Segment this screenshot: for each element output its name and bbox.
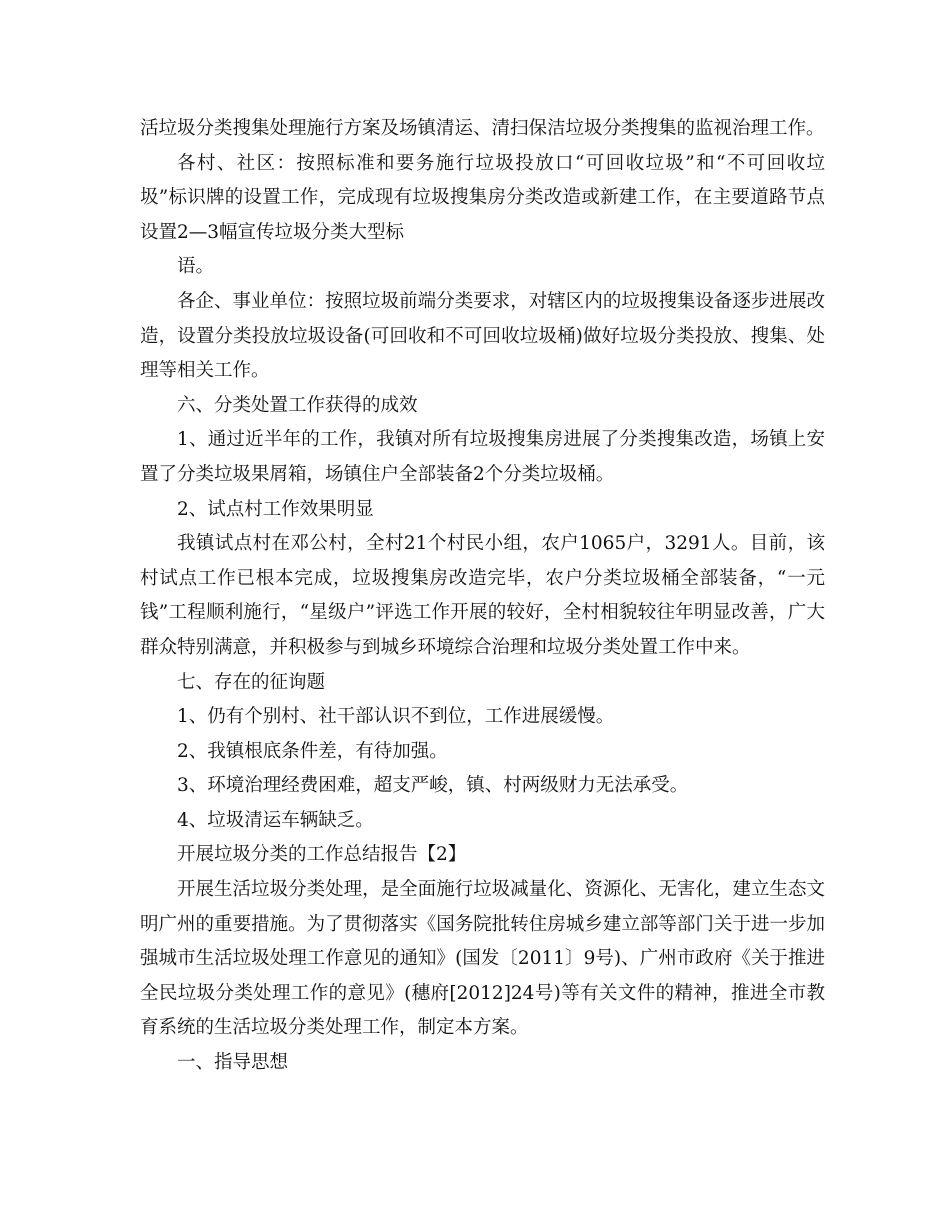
section-heading-guiding-ideology: 一、指导思想 xyxy=(177,1052,289,1074)
list-item-problem-3: 3、环境治理经费困难，超支严峻，镇、村两级财力无法承受。 xyxy=(177,775,689,797)
paragraph-fragment: 语。 xyxy=(177,256,215,278)
document-body xyxy=(140,112,825,1081)
list-item-result-1: 1、通过近半年的工作，我镇对所有垃圾搜集房进展了分类搜集改造，场镇上安置了分类垃圾果屑箱，场镇住户全部装备2个分类垃圾桶。 xyxy=(140,429,825,485)
paragraph-villages-communities: 各村、社区：按照标准和要务施行垃圾投放口“可回收垃圾”和“不可回收垃圾”标识牌的设置工作，完成现有垃圾搜集房分类改造或新建工作，在主要道路节点设置2—3幅宣传垃圾分类大型标 xyxy=(140,152,825,243)
paragraph-introduction: 开展生活垃圾分类处理，是全面施行垃圾减量化、资源化、无害化，建立生态文明广州的重要措施。为了贯彻落实《国务院批转住房城乡建立部等部门关于进一步加强城市生活垃圾处理工作意见的通知》(国发〔2011〕9号)、广州市政府《关于推进全民垃圾分类处理工作的意见》(穗府[2012]24号)等有关文件的精神，推进全市教育系统的生活垃圾分类处理工作，制定本方案。 xyxy=(140,879,825,1039)
paragraph-pilot-village: 我镇试点村在邓公村，全村21个村民小组，农户1065户，3291人。目前，该村试点工作已根本完成，垃圾搜集房改造完毕，农户分类垃圾桶全部装备，“一元钱”工程顺利施行，“星级户”评选工作开展的较好，全村相貌较往年明显改善，广大群众特别满意，并积极参与到城乡环境综合治理和垃圾分类处置工作中来。 xyxy=(140,533,825,658)
list-item-problem-1: 1、仍有个别村、社干部认识不到位，工作进展缓慢。 xyxy=(177,706,615,728)
list-item-result-2: 2、试点村工作效果明显 xyxy=(177,498,374,520)
paragraph-continuation: 活垃圾分类搜集处理施行方案及场镇清运、清扫保洁垃圾分类搜集的监视治理工作。 xyxy=(140,118,825,139)
list-item-problem-4: 4、垃圾清运车辆缺乏。 xyxy=(177,809,374,831)
section-heading-problems: 七、存在的征询题 xyxy=(177,671,326,693)
report-title-2: 开展垃圾分类的工作总结报告【2】 xyxy=(177,844,467,866)
section-heading-results: 六、分类处置工作获得的成效 xyxy=(177,394,418,416)
list-item-problem-2: 2、我镇根底条件差，有待加强。 xyxy=(177,740,448,762)
paragraph-enterprises: 各企、事业单位：按照垃圾前端分类要求，对辖区内的垃圾搜集设备逐步进展改造，设置分类投放垃圾设备(可回收和不可回收垃圾桶)做好垃圾分类投放、搜集、处理等相关工作。 xyxy=(140,290,825,382)
